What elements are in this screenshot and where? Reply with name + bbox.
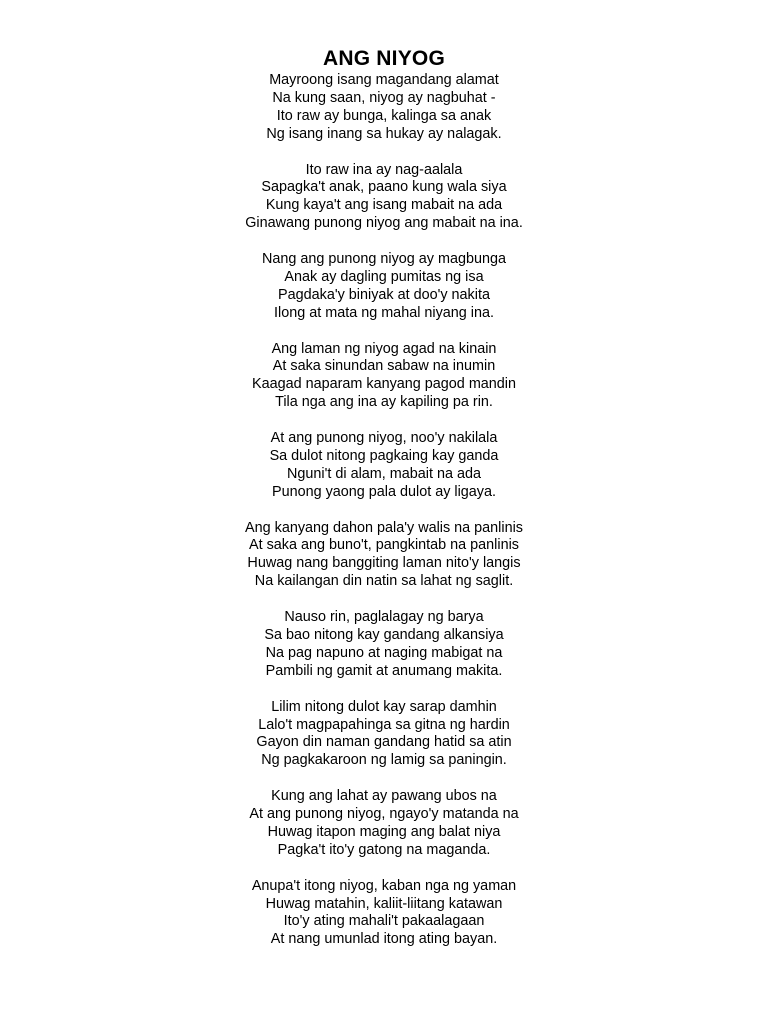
poem-line: At nang umunlad itong ating bayan. xyxy=(270,931,498,948)
poem-line: Kung kaya't ang isang mabait na ada xyxy=(265,197,503,214)
poem-line: Na kung saan, niyog ay nagbuhat - xyxy=(272,89,496,106)
poem-line: Punong yaong pala dulot ay ligaya. xyxy=(271,483,497,500)
poem-line: Pagdaka'y biniyak at doo'y nakita xyxy=(278,286,490,303)
poem-line: Tila nga ang ina ay kapiling pa rin. xyxy=(275,394,493,411)
stanza-1 xyxy=(0,72,768,144)
poem-line: Pambili ng gamit at anumang makita. xyxy=(265,662,503,679)
stanza-7 xyxy=(0,609,768,681)
poem-line: Ito raw ay bunga, kalinga sa anak xyxy=(276,107,492,124)
stanza-2 xyxy=(0,162,768,234)
poem-line: Ang laman ng niyog agad na kinain xyxy=(271,340,497,357)
poem-line: Anupa't itong niyog, kaban nga ng yaman xyxy=(251,877,517,894)
poem-line: Ng isang inang sa hukay ay nalagak. xyxy=(266,125,502,142)
poem-line: Sapagka't anak, paano kung wala siya xyxy=(261,179,507,196)
poem-line: Ng pagkakaroon ng lamig sa paningin. xyxy=(261,752,507,769)
poem-line: Huwag nang banggiting laman nito'y langis xyxy=(247,555,521,572)
poem-line: At ang punong niyog, noo'y nakilala xyxy=(270,430,498,447)
stanza-10 xyxy=(0,878,768,950)
poem-line: At saka ang buno't, pangkintab na panlinis xyxy=(249,537,519,554)
poem-line: Pagka't ito'y gatong na maganda. xyxy=(277,841,491,858)
poem-line: Huwag itapon maging ang balat niya xyxy=(267,823,501,840)
poem-line: Na kailangan din natin sa lahat ng saglit. xyxy=(254,573,514,590)
stanza-8 xyxy=(0,699,768,771)
poem-line: Sa dulot nitong pagkaing kay ganda xyxy=(269,447,499,464)
poem-line: Ang kanyang dahon pala'y walis na panlinis xyxy=(245,519,523,536)
poem-line: Na pag napuno at naging mabigat na xyxy=(265,644,503,661)
stanza-4 xyxy=(0,341,768,413)
poem-line: Nauso rin, paglalagay ng barya xyxy=(284,609,484,626)
stanza-5 xyxy=(0,430,768,502)
poem-line: Nguni't di alam, mabait na ada xyxy=(287,465,481,482)
poem-title: ANG NIYOG xyxy=(323,47,445,70)
poem-line: Nang ang punong niyog ay magbunga xyxy=(261,251,507,268)
poem-body xyxy=(0,72,768,967)
poem-line: Ilong at mata ng mahal niyang ina. xyxy=(274,304,494,321)
stanza-3 xyxy=(0,251,768,323)
poem-line: Gayon din naman gandang hatid sa atin xyxy=(256,734,512,751)
poem-line: At ang punong niyog, ngayo'y matanda na xyxy=(249,806,519,823)
poem-line: Ito raw ina ay nag-aalala xyxy=(305,161,463,178)
poem-line: Mayroong isang magandang alamat xyxy=(269,72,499,88)
poem-line: Lilim nitong dulot kay sarap damhin xyxy=(271,698,497,715)
poem-line: Kung ang lahat ay pawang ubos na xyxy=(271,788,497,805)
poem-line: Lalo't magpapahinga sa gitna ng hardin xyxy=(258,716,510,733)
poem-line: Anak ay dagling pumitas ng isa xyxy=(284,268,484,285)
poem-line: Sa bao nitong kay gandang alkansiya xyxy=(264,627,504,643)
poem-line: Ito'y ating mahali't pakaalagaan xyxy=(283,913,485,930)
stanza-9 xyxy=(0,788,768,860)
poem-line: Kaagad naparam kanyang pagod mandin xyxy=(251,376,517,393)
poem-line: At saka sinundan sabaw na inumin xyxy=(272,358,496,375)
poem-line: Huwag matahin, kaliit-liitang katawan xyxy=(265,895,503,912)
poem-line: Ginawang punong niyog ang mabait na ina. xyxy=(245,215,523,232)
stanza-6 xyxy=(0,520,768,592)
